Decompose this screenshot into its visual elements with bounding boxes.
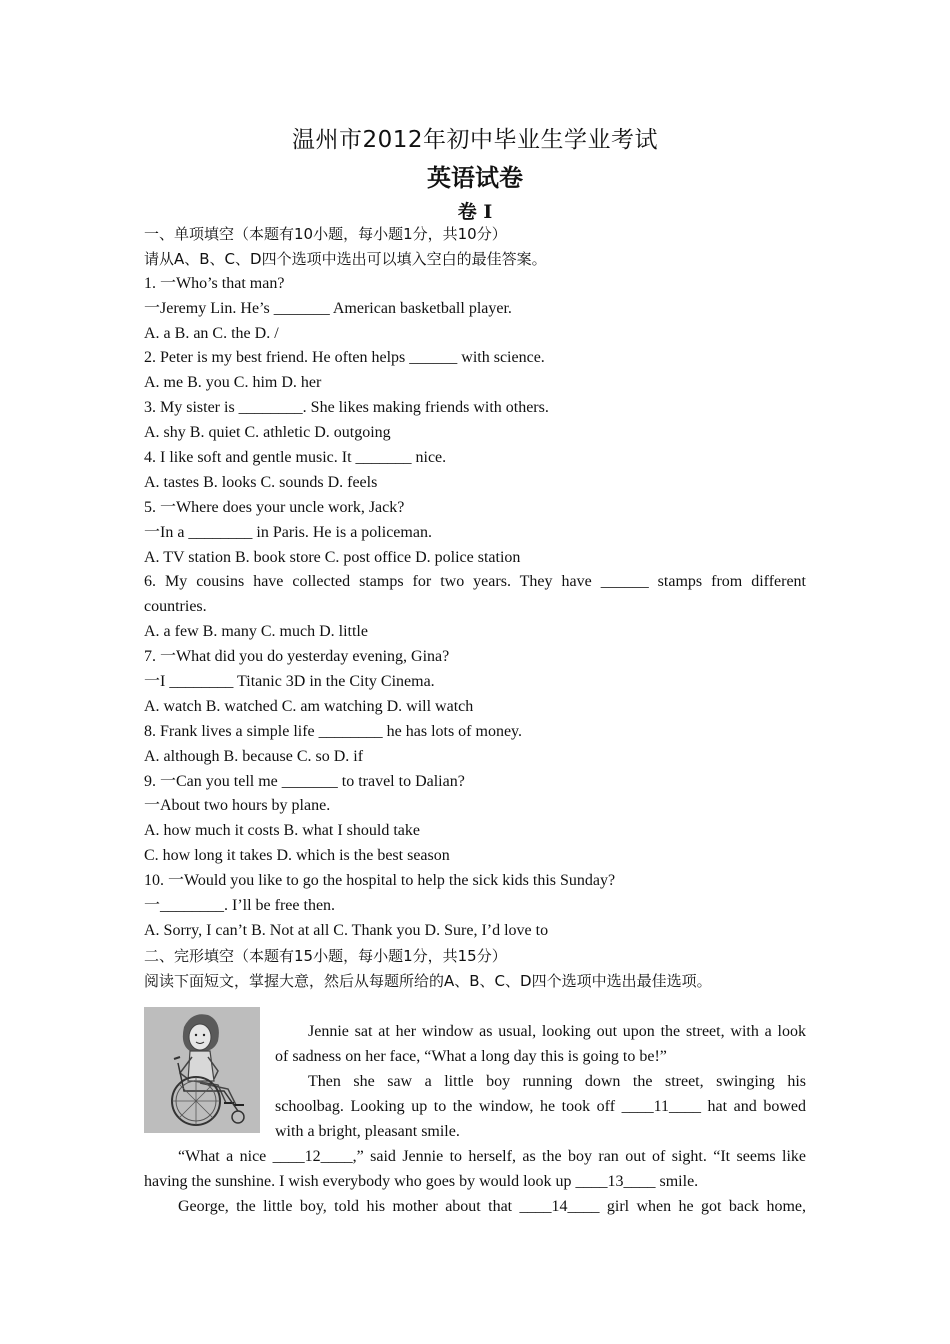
options-line: A. a few B. many C. much D. little xyxy=(144,623,368,641)
options-line: A. although B. because C. so D. if xyxy=(144,747,364,765)
wheelchair-icon xyxy=(144,1007,260,1133)
passage-line: Then she saw a little boy running down the street, swinging his xyxy=(308,1073,806,1090)
options-line: A. Sorry, I can’t B. Not at all C. Thank you D. Sure, I’d love to xyxy=(144,921,549,939)
question-line: 一About two hours by plane. xyxy=(144,797,331,815)
passage-line: Jennie sat at her window as usual, looking out upon the street, with a look xyxy=(308,1023,806,1040)
question-line: 8. Frank lives a simple life ________ he has lots of money. xyxy=(144,722,523,740)
question-line: 2. Peter is my best friend. He often helps ______ with science. xyxy=(144,349,545,367)
passage-line: George, the little boy, told his mother about that ____14____ girl when he got back home, xyxy=(178,1198,806,1215)
section-1-heading: 一、单项填空（本题有10小题，每小题1分，共10分） xyxy=(144,225,507,243)
question-line: 6. My cousins have collected stamps for two years. They have ______ stamps from different xyxy=(144,573,806,591)
exam-subtitle: 英语试卷 xyxy=(427,163,523,192)
question-line: 7. 一What did you do yesterday evening, Gina? xyxy=(144,648,450,666)
options-line: A. TV station B. book store C. post office D. police station xyxy=(144,548,521,566)
section-2-instruction: 阅读下面短文，掌握大意，然后从每题所给的A、B、C、D四个选项中选出最佳选项。 xyxy=(144,971,712,990)
options-line: A. shy B. quiet C. athletic D. outgoing xyxy=(144,424,391,442)
passage-line: of sadness on her face, “What a long day this is going to be!” xyxy=(275,1048,667,1065)
passage-line: having the sunshine. I wish everybody who goes by would look up ____13____ smile. xyxy=(144,1173,699,1190)
wheelchair-girl-illustration xyxy=(144,1007,260,1133)
question-line: 一Jeremy Lin. He’s _______ American basketball player. xyxy=(144,299,512,317)
options-line: C. how long it takes D. which is the best season xyxy=(144,847,450,865)
exam-title: 温州市2012年初中毕业生学业考试 xyxy=(291,127,659,153)
options-line: A. me B. you C. him D. her xyxy=(144,374,322,392)
question-line: 3. My sister is ________. She likes making friends with others. xyxy=(144,399,549,417)
passage-line: with a bright, pleasant smile. xyxy=(275,1123,460,1140)
question-line: 一I ________ Titanic 3D in the City Cinema. xyxy=(144,673,435,691)
section-2-heading: 二、完形填空（本题有15小题，每小题1分，共15分） xyxy=(144,946,507,965)
options-line: A. how much it costs B. what I should take xyxy=(144,822,420,840)
question-line: 一________. I’ll be free then. xyxy=(144,897,336,915)
question-list xyxy=(144,222,806,994)
question-line: 9. 一Can you tell me _______ to travel to Dalian? xyxy=(144,772,465,790)
options-line: A. watch B. watched C. am watching D. will watch xyxy=(144,697,474,715)
options-line: A. a B. an C. the D. / xyxy=(144,324,279,342)
question-line: countries. xyxy=(144,598,207,616)
passage-line: “What a nice ____12____,” said Jennie to herself, as the boy ran out of sight. “It seems like xyxy=(178,1148,806,1165)
question-line: 10. 一Would you like to go the hospital to help the sick kids this Sunday? xyxy=(144,872,616,890)
question-line: 5. 一Where does your uncle work, Jack? xyxy=(144,498,405,516)
section-1-instruction: 请从A、B、C、D四个选项中选出可以填入空白的最佳答案。 xyxy=(144,249,547,268)
options-line: A. tastes B. looks C. sounds D. feels xyxy=(144,473,378,491)
passage-line: schoolbag. Looking up to the window, he took off ____11____ hat and bowed xyxy=(275,1098,806,1115)
question-line: 4. I like soft and gentle music. It _______ nice. xyxy=(144,449,447,467)
volume-label: 卷 I xyxy=(457,201,493,223)
question-line: 一In a ________ in Paris. He is a policeman. xyxy=(144,523,432,541)
question-line: 1. 一Who’s that man? xyxy=(144,274,285,292)
